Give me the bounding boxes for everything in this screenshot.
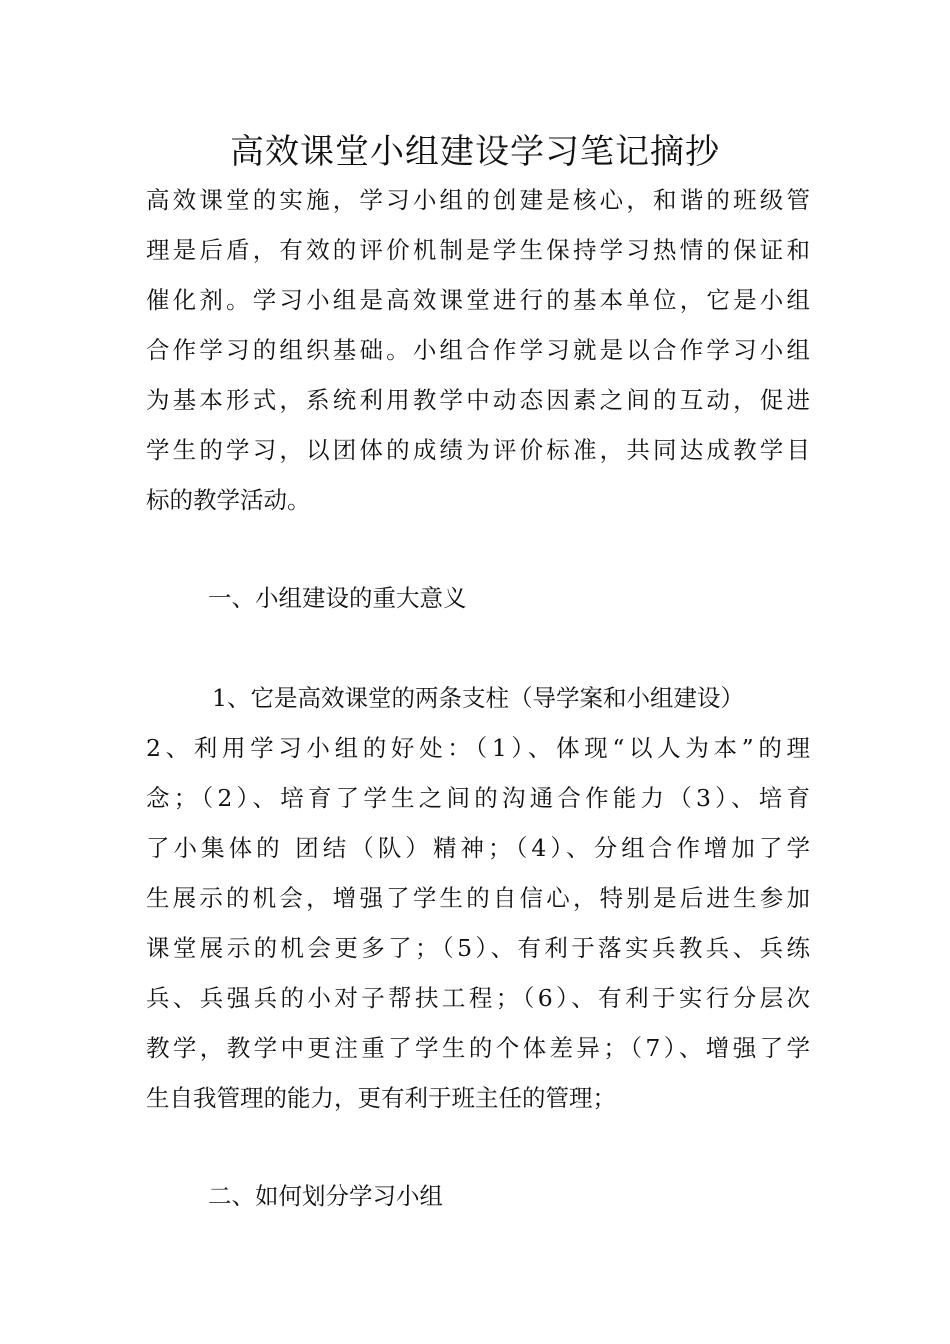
point-2-line: 教学，教学中更注重了学生的个体差异；（7）、增强了学	[146, 1034, 810, 1062]
intro-line: 理是后盾，有效的评价机制是学生保持学习热情的保证和	[146, 236, 810, 264]
point-2-line: 兵、兵强兵的小对子帮扶工程；（6）、有利于实行分层次	[146, 984, 810, 1012]
intro-line: 为基本形式，系统利用教学中动态因素之间的互动，促进	[146, 386, 810, 414]
point-2-line: 念；（2）、培育了学生之间的沟通合作能力（3）、培育	[146, 784, 810, 812]
section-heading-2: 二、如何划分学习小组	[208, 1182, 443, 1210]
intro-line: 标的教学活动。	[146, 486, 311, 514]
point-1: 1、它是高效课堂的两条支柱（导学案和小组建设）	[212, 684, 744, 712]
intro-line: 高效课堂的实施，学习小组的创建是核心，和谐的班级管	[146, 186, 810, 214]
section-heading-1: 一、小组建设的重大意义	[208, 584, 467, 612]
intro-line: 合作学习的组织基础。小组合作学习就是以合作学习小组	[146, 336, 810, 364]
point-2-line: 课堂展示的机会更多了；（5）、有利于落实兵教兵、兵练	[146, 934, 810, 962]
point-2-line: 生自我管理的能力，更有利于班主任的管理；	[146, 1084, 616, 1112]
point-2-line: 2、利用学习小组的好处：（1）、体现“以人为本”的理	[146, 734, 810, 762]
page-title: 高效课堂小组建设学习笔记摘抄	[230, 132, 720, 172]
intro-line: 催化剂。学习小组是高效课堂进行的基本单位，它是小组	[146, 286, 810, 314]
intro-line: 学生的学习，以团体的成绩为评价标准，共同达成教学目	[146, 436, 810, 464]
point-2-line: 了小集体的 团结（队）精神；（4）、分组合作增加了学	[146, 834, 810, 862]
point-2-line: 生展示的机会，增强了学生的自信心，特别是后进生参加	[146, 884, 810, 912]
